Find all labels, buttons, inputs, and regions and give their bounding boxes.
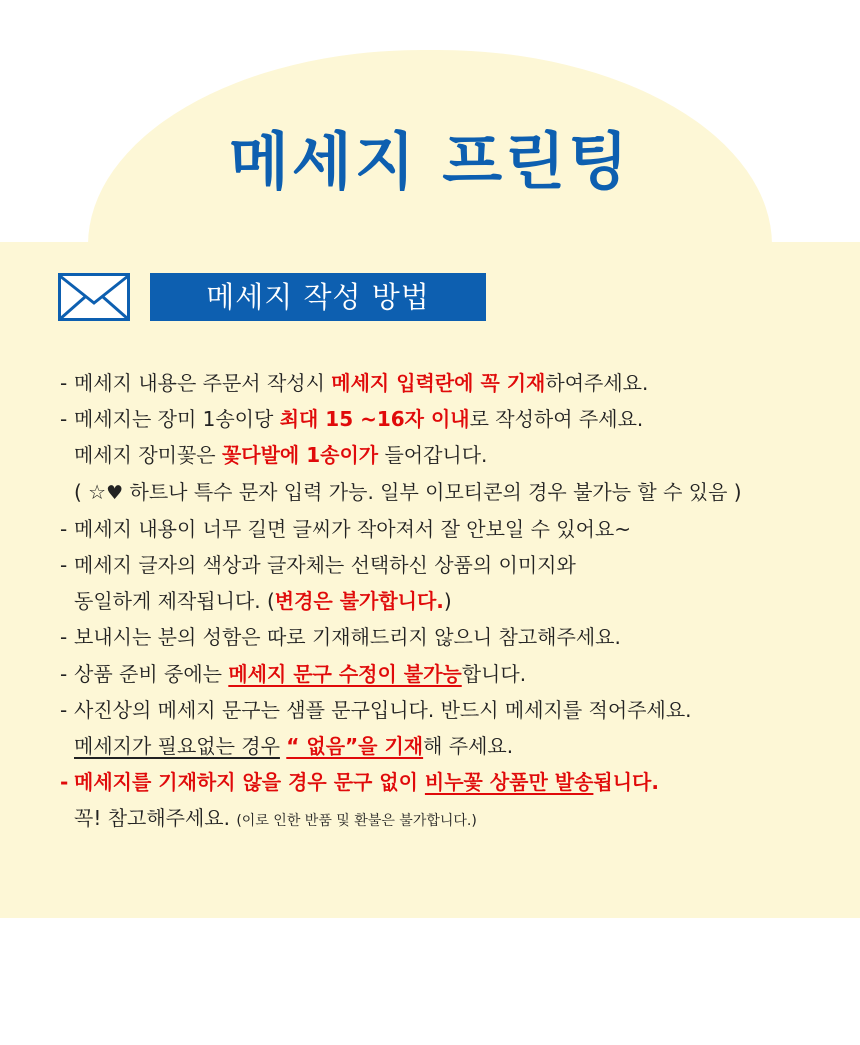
instruction-line bbox=[60, 511, 840, 547]
instruction-text: 하여주세요. bbox=[545, 371, 649, 395]
instruction-line bbox=[60, 692, 840, 728]
instruction-text: 합니다. bbox=[461, 661, 527, 686]
instruction-text: 동일하게 제작됩니다. ( bbox=[74, 589, 275, 614]
instruction-text: (이로 인한 반품 및 환불은 불가합니다.) bbox=[236, 813, 477, 830]
instruction-line bbox=[60, 764, 840, 800]
instruction-text: 해 주세요. bbox=[423, 734, 514, 759]
bullet-dash: - bbox=[60, 625, 68, 650]
instruction-text: 메세지 장미꽃은 bbox=[74, 443, 222, 468]
instruction-text: 하트나 특수 문자 입력 가능. 일부 이모티콘의 경우 불가능 할 수 있음 ) bbox=[123, 479, 742, 504]
bullet-dash: - bbox=[60, 770, 69, 795]
instruction-text: 꼭! 참고해주세요. bbox=[74, 806, 237, 831]
instruction-text: 로 작성하여 주세요. bbox=[469, 407, 644, 432]
envelope-icon bbox=[58, 273, 130, 321]
section-banner: 메세지 작성 방법 bbox=[150, 273, 486, 321]
instruction-line bbox=[60, 583, 840, 619]
instruction-line bbox=[60, 619, 840, 655]
instruction-text: 메세지 문구 수정이 불가능 bbox=[228, 661, 462, 686]
instruction-text: 메세지 내용이 너무 길면 글씨가 작아져서 잘 안보일 수 있어요~ bbox=[74, 516, 631, 541]
instruction-text: “ 없음”을 기재 bbox=[286, 734, 424, 759]
instruction-text: 비누꽃 상품만 발송 bbox=[424, 770, 594, 795]
instruction-line bbox=[60, 656, 840, 692]
instruction-text: 메세지를 기재하지 않을 경우 문구 없이 bbox=[74, 770, 425, 795]
bullet-dash: - bbox=[60, 661, 68, 686]
bullet-dash: - bbox=[60, 697, 68, 722]
instruction-line bbox=[60, 547, 840, 583]
instruction-line bbox=[60, 800, 840, 839]
instruction-text: 꽃다발에 1송이가 bbox=[221, 443, 379, 468]
instruction-text: 변경은 불가합니다. bbox=[274, 589, 444, 614]
instruction-line bbox=[60, 437, 840, 473]
instruction-line bbox=[60, 728, 840, 764]
instruction-line bbox=[60, 401, 840, 437]
instruction-text: 메세지 내용은 주문서 작성시 bbox=[74, 371, 332, 395]
page-title: 메세지 프린팅 bbox=[229, 125, 631, 198]
bullet-dash: - bbox=[60, 516, 68, 541]
instruction-text: 최대 15 ~16자 이내 bbox=[279, 407, 470, 432]
heart-icon: ♥ bbox=[106, 481, 124, 504]
instruction-text: 들어갑니다. bbox=[378, 443, 488, 468]
instruction-text: 메세지가 필요없는 경우 bbox=[74, 734, 280, 759]
instruction-text: 상품 준비 중에는 bbox=[74, 661, 229, 686]
bullet-dash: - bbox=[60, 371, 68, 395]
instruction-text: ) bbox=[443, 589, 452, 614]
instruction-text: 됩니다. bbox=[593, 770, 659, 795]
instruction-line bbox=[60, 474, 840, 511]
instruction-text: 사진상의 메세지 문구는 샘플 문구입니다. 반드시 메세지를 적어주세요. bbox=[74, 697, 692, 722]
instruction-line bbox=[60, 365, 840, 401]
instruction-text: 메세지 글자의 색상과 글자체는 선택하신 상품의 이미지와 bbox=[74, 553, 576, 578]
instruction-text: 보내시는 분의 성함은 따로 기재해드리지 않으니 참고해주세요. bbox=[74, 625, 621, 650]
instruction-text: 메세지 입력란에 꼭 기재 bbox=[331, 371, 546, 395]
bullet-dash: - bbox=[60, 553, 68, 578]
bullet-dash: - bbox=[60, 407, 68, 432]
instruction-list bbox=[60, 365, 840, 840]
instruction-text: 메세지는 장미 1송이당 bbox=[74, 407, 280, 432]
instruction-text: ( ☆ bbox=[74, 479, 107, 504]
